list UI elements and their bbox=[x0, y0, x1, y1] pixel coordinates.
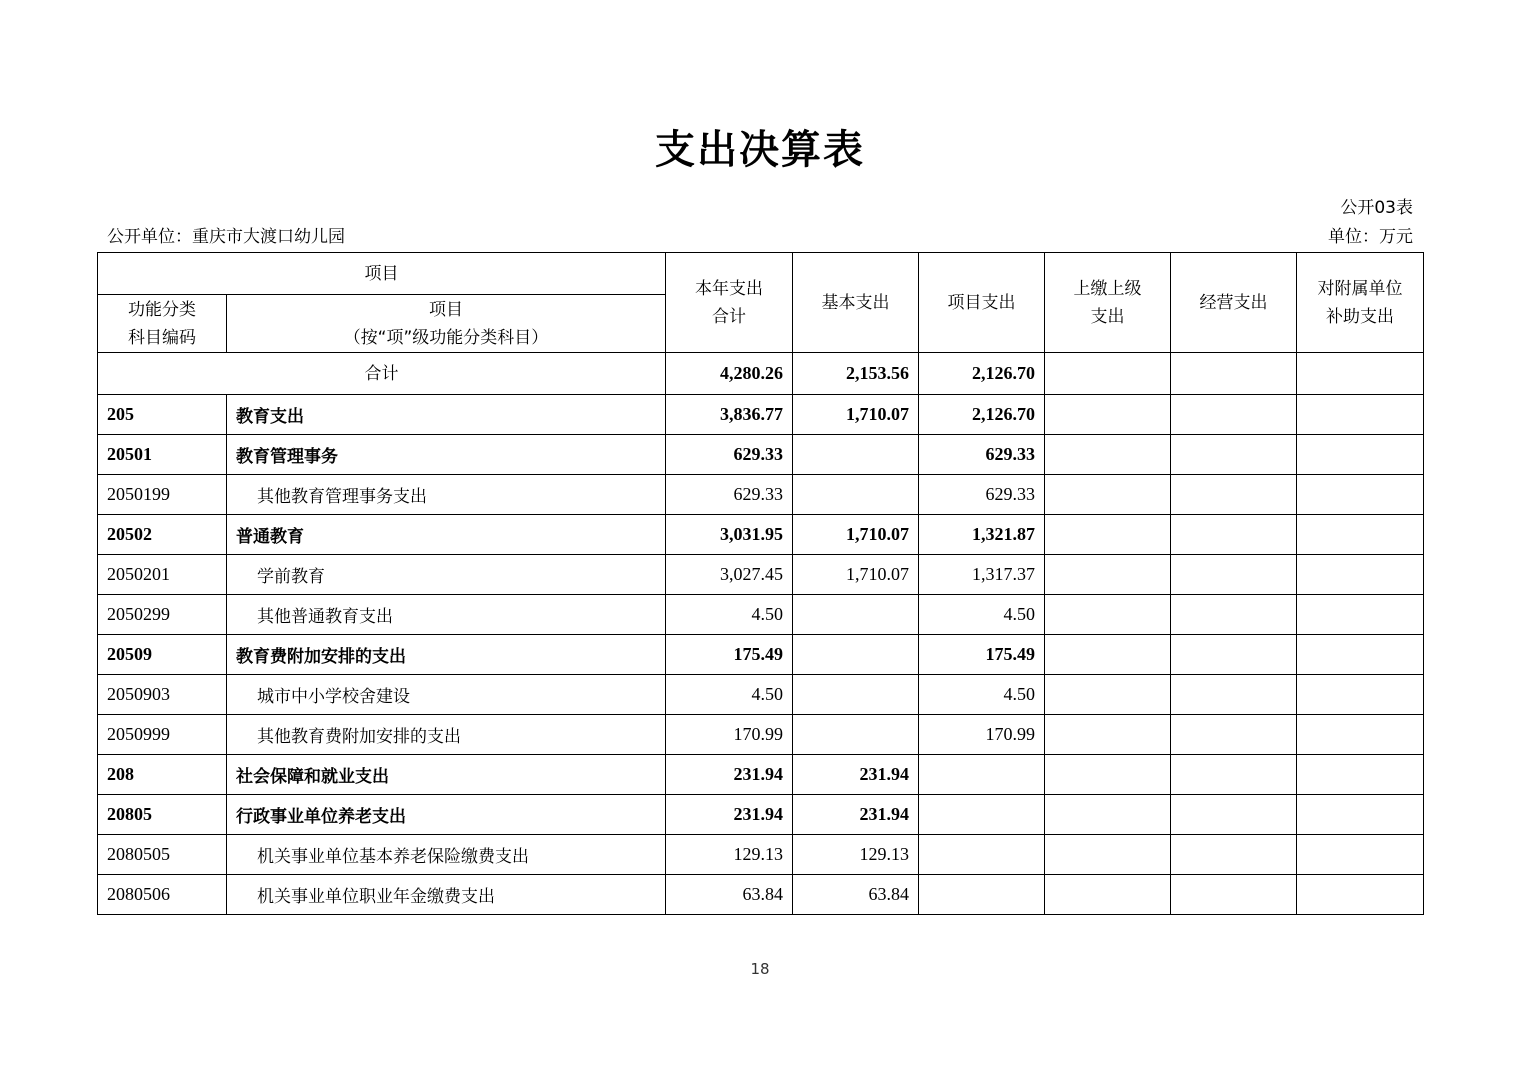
row-project bbox=[919, 755, 1045, 795]
reporting-unit: 公开单位：重庆市大渡口幼儿园 bbox=[107, 227, 345, 247]
row-code: 20501 bbox=[98, 435, 227, 475]
row-upper bbox=[1045, 435, 1171, 475]
row-business bbox=[1171, 875, 1297, 915]
row-name: 其他普通教育支出 bbox=[227, 595, 666, 635]
row-basic: 129.13 bbox=[793, 835, 919, 875]
row-subsidy bbox=[1297, 395, 1424, 435]
row-upper bbox=[1045, 635, 1171, 675]
row-business bbox=[1171, 635, 1297, 675]
row-subsidy bbox=[1297, 715, 1424, 755]
row-upper bbox=[1045, 395, 1171, 435]
row-total: 629.33 bbox=[666, 435, 793, 475]
row-upper bbox=[1045, 835, 1171, 875]
header-subsidy-line1: 对附属单位 bbox=[1317, 278, 1403, 299]
row-code: 20502 bbox=[98, 515, 227, 555]
row-code: 2050199 bbox=[98, 475, 227, 515]
row-basic: 1,710.07 bbox=[793, 515, 919, 555]
total-row bbox=[98, 353, 1424, 395]
header-upper-line2: 支出 bbox=[1090, 306, 1125, 327]
table-row bbox=[98, 555, 1424, 595]
row-total: 63.84 bbox=[666, 875, 793, 915]
total-label: 合计 bbox=[98, 353, 666, 395]
row-total: 231.94 bbox=[666, 755, 793, 795]
row-code: 2080506 bbox=[98, 875, 227, 915]
row-total: 3,027.45 bbox=[666, 555, 793, 595]
table-row bbox=[98, 675, 1424, 715]
page-title: 支出决算表 bbox=[655, 127, 865, 173]
row-upper bbox=[1045, 795, 1171, 835]
row-basic bbox=[793, 595, 919, 635]
table-row bbox=[98, 635, 1424, 675]
header-upper bbox=[1045, 253, 1171, 353]
row-upper bbox=[1045, 715, 1171, 755]
row-project bbox=[919, 795, 1045, 835]
header-name-line2: （按“项”级功能分类科目） bbox=[343, 327, 549, 348]
table-row bbox=[98, 395, 1424, 435]
row-subsidy bbox=[1297, 755, 1424, 795]
row-basic bbox=[793, 635, 919, 675]
row-name: 机关事业单位职业年金缴费支出 bbox=[227, 875, 666, 915]
row-total: 4.50 bbox=[666, 675, 793, 715]
row-code: 2050903 bbox=[98, 675, 227, 715]
row-project bbox=[919, 835, 1045, 875]
header-basic: 基本支出 bbox=[793, 253, 919, 353]
row-code: 2080505 bbox=[98, 835, 227, 875]
row-subsidy bbox=[1297, 635, 1424, 675]
page-number: 18 bbox=[750, 960, 770, 978]
row-basic bbox=[793, 715, 919, 755]
row-basic: 1,710.07 bbox=[793, 555, 919, 595]
row-subsidy bbox=[1297, 835, 1424, 875]
table-row bbox=[98, 755, 1424, 795]
expenditure-table bbox=[97, 252, 1424, 915]
row-project: 629.33 bbox=[919, 435, 1045, 475]
total-sum: 4,280.26 bbox=[666, 353, 793, 395]
row-basic bbox=[793, 675, 919, 715]
row-total: 3,031.95 bbox=[666, 515, 793, 555]
row-basic bbox=[793, 435, 919, 475]
total-business bbox=[1171, 353, 1297, 395]
table-row bbox=[98, 835, 1424, 875]
row-subsidy bbox=[1297, 795, 1424, 835]
header-total-line2: 合计 bbox=[712, 306, 746, 327]
row-subsidy bbox=[1297, 515, 1424, 555]
table-row bbox=[98, 715, 1424, 755]
header-project-expenditure: 项目支出 bbox=[919, 253, 1045, 353]
row-business bbox=[1171, 475, 1297, 515]
row-name: 教育费附加安排的支出 bbox=[227, 635, 666, 675]
row-business bbox=[1171, 395, 1297, 435]
row-project: 175.49 bbox=[919, 635, 1045, 675]
header-business: 经营支出 bbox=[1171, 253, 1297, 353]
row-code: 20805 bbox=[98, 795, 227, 835]
row-total: 3,836.77 bbox=[666, 395, 793, 435]
row-project: 2,126.70 bbox=[919, 395, 1045, 435]
row-project: 4.50 bbox=[919, 675, 1045, 715]
row-upper bbox=[1045, 755, 1171, 795]
row-subsidy bbox=[1297, 595, 1424, 635]
total-basic: 2,153.56 bbox=[793, 353, 919, 395]
row-business bbox=[1171, 515, 1297, 555]
header-upper-line1: 上缴上级 bbox=[1073, 278, 1142, 299]
row-name: 其他教育费附加安排的支出 bbox=[227, 715, 666, 755]
row-code: 2050201 bbox=[98, 555, 227, 595]
row-subsidy bbox=[1297, 675, 1424, 715]
currency-unit: 单位：万元 bbox=[1328, 227, 1413, 247]
header-project: 项目 bbox=[98, 253, 666, 295]
header-subsidy-line2: 补助支出 bbox=[1326, 306, 1394, 327]
row-business bbox=[1171, 435, 1297, 475]
row-name: 普通教育 bbox=[227, 515, 666, 555]
table-row bbox=[98, 795, 1424, 835]
row-subsidy bbox=[1297, 475, 1424, 515]
table-row bbox=[98, 595, 1424, 635]
total-project: 2,126.70 bbox=[919, 353, 1045, 395]
row-name: 学前教育 bbox=[227, 555, 666, 595]
row-business bbox=[1171, 715, 1297, 755]
header-total bbox=[666, 253, 793, 353]
row-name: 教育支出 bbox=[227, 395, 666, 435]
row-upper bbox=[1045, 875, 1171, 915]
row-code: 20509 bbox=[98, 635, 227, 675]
row-project: 1,317.37 bbox=[919, 555, 1045, 595]
row-upper bbox=[1045, 675, 1171, 715]
row-subsidy bbox=[1297, 435, 1424, 475]
header-name-line1: 项目 bbox=[429, 299, 463, 320]
row-name: 行政事业单位养老支出 bbox=[227, 795, 666, 835]
total-upper bbox=[1045, 353, 1171, 395]
row-project bbox=[919, 875, 1045, 915]
row-subsidy bbox=[1297, 875, 1424, 915]
row-name: 机关事业单位基本养老保险缴费支出 bbox=[227, 835, 666, 875]
row-basic: 231.94 bbox=[793, 795, 919, 835]
row-name: 社会保障和就业支出 bbox=[227, 755, 666, 795]
row-business bbox=[1171, 795, 1297, 835]
row-project: 170.99 bbox=[919, 715, 1045, 755]
row-upper bbox=[1045, 515, 1171, 555]
header-code-line1: 功能分类 bbox=[128, 299, 196, 320]
row-name: 其他教育管理事务支出 bbox=[227, 475, 666, 515]
row-total: 231.94 bbox=[666, 795, 793, 835]
row-project: 4.50 bbox=[919, 595, 1045, 635]
table-row bbox=[98, 435, 1424, 475]
row-project: 1,321.87 bbox=[919, 515, 1045, 555]
table-row bbox=[98, 475, 1424, 515]
header-code-line2: 科目编码 bbox=[128, 327, 196, 348]
row-total: 175.49 bbox=[666, 635, 793, 675]
row-name: 教育管理事务 bbox=[227, 435, 666, 475]
header-total-line1: 本年支出 bbox=[695, 278, 763, 299]
row-total: 629.33 bbox=[666, 475, 793, 515]
row-business bbox=[1171, 675, 1297, 715]
header-name bbox=[227, 295, 666, 353]
row-code: 2050999 bbox=[98, 715, 227, 755]
row-name: 城市中小学校舍建设 bbox=[227, 675, 666, 715]
row-upper bbox=[1045, 595, 1171, 635]
row-upper bbox=[1045, 475, 1171, 515]
row-code: 208 bbox=[98, 755, 227, 795]
row-business bbox=[1171, 755, 1297, 795]
header-subsidy bbox=[1297, 253, 1424, 353]
row-total: 170.99 bbox=[666, 715, 793, 755]
row-upper bbox=[1045, 555, 1171, 595]
row-business bbox=[1171, 835, 1297, 875]
row-basic: 231.94 bbox=[793, 755, 919, 795]
row-business bbox=[1171, 595, 1297, 635]
row-basic bbox=[793, 475, 919, 515]
header-code bbox=[98, 295, 227, 353]
row-basic: 63.84 bbox=[793, 875, 919, 915]
row-total: 4.50 bbox=[666, 595, 793, 635]
row-total: 129.13 bbox=[666, 835, 793, 875]
form-number: 公开03表 bbox=[1340, 198, 1413, 218]
table-row bbox=[98, 875, 1424, 915]
row-business bbox=[1171, 555, 1297, 595]
row-subsidy bbox=[1297, 555, 1424, 595]
row-project: 629.33 bbox=[919, 475, 1045, 515]
row-basic: 1,710.07 bbox=[793, 395, 919, 435]
row-code: 2050299 bbox=[98, 595, 227, 635]
table-row bbox=[98, 515, 1424, 555]
total-subsidy bbox=[1297, 353, 1424, 395]
row-code: 205 bbox=[98, 395, 227, 435]
